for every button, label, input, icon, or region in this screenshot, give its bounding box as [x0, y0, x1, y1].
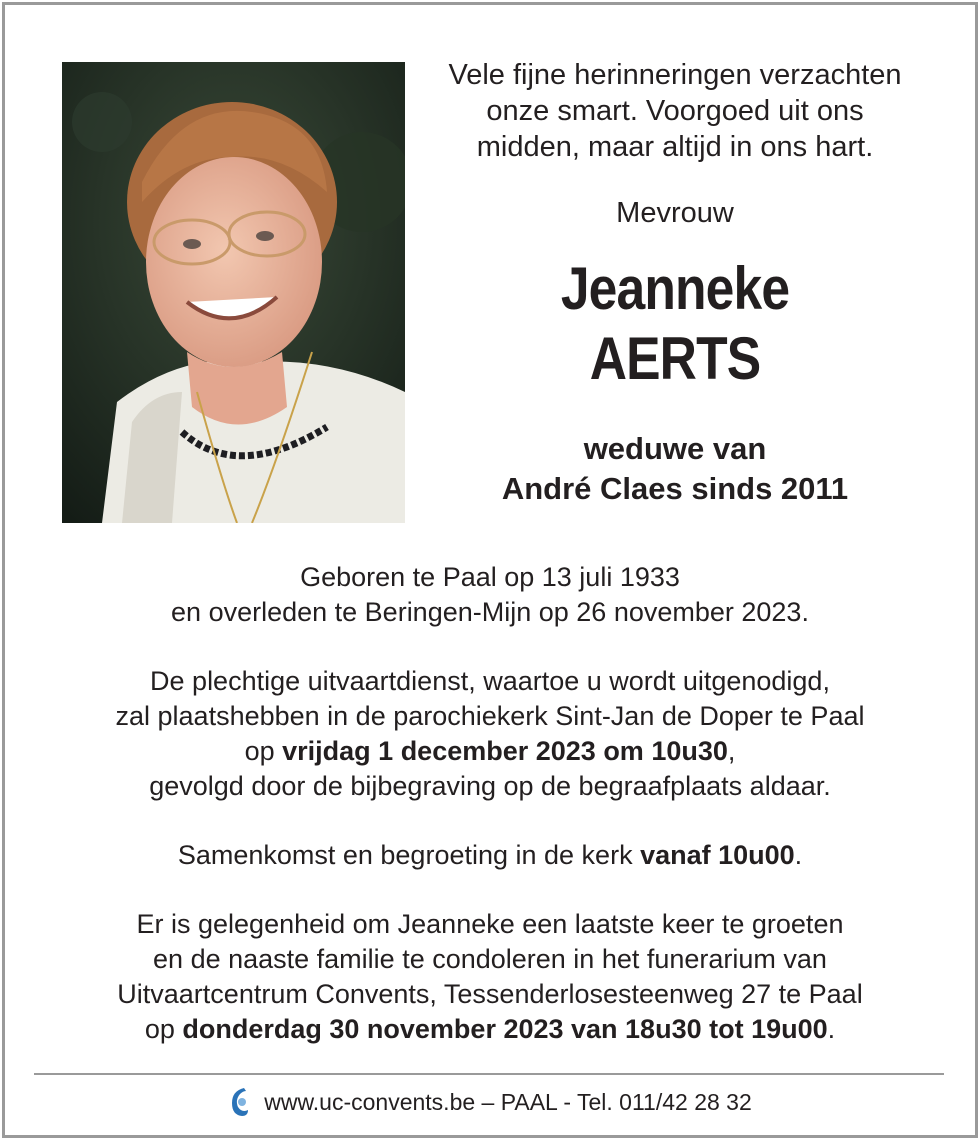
heading-column — [405, 57, 945, 509]
footer-divider — [34, 1073, 944, 1075]
service-date: vrijdag 1 december 2023 om 10u30 — [282, 736, 728, 766]
gathering-suffix: . — [794, 840, 803, 870]
first-name: Jeanneke — [560, 255, 790, 322]
footer — [0, 1080, 980, 1122]
gathering-prefix: Samenkomst en begroeting in de kerk — [177, 840, 641, 870]
service-suffix: , — [727, 736, 736, 766]
service-line-2: zal plaatshebben in de parochiekerk Sint-Jan de Doper te Paal — [115, 701, 865, 731]
service-line-3 — [0, 734, 980, 769]
footer-contact: www.uc-convents.be – PAAL - Tel. 011/42 28 32 — [264, 1088, 752, 1115]
convents-logo-icon — [228, 1085, 250, 1119]
birth-line-1: Geboren te Paal op 13 juli 1933 — [300, 562, 680, 592]
gathering-line — [0, 838, 980, 873]
verse-line-1: Vele fijne herinneringen verzachten — [448, 59, 902, 91]
service-prefix: op — [244, 736, 283, 766]
visitation-line-3: Uitvaartcentrum Convents, Tessenderlosesteenweg 27 te Paal — [117, 979, 863, 1009]
visitation-prefix: op — [144, 1014, 183, 1044]
service-line-1: De plechtige uitvaartdienst, waartoe u wordt uitgenodigd, — [150, 666, 830, 696]
visitation-line-4 — [0, 1012, 980, 1047]
verse-line-2: onze smart. Voorgoed uit ons — [486, 95, 864, 127]
widow-line-2: André Claes sinds 2011 — [501, 471, 849, 506]
portrait-photo — [62, 62, 405, 523]
visitation-suffix: . — [827, 1014, 836, 1044]
verse-line-3: midden, maar altijd in ons hart. — [476, 131, 874, 163]
visitation-line-1: Er is gelegenheid om Jeanneke een laatste keer te groeten — [136, 909, 844, 939]
service-line-4: gevolgd door de bijbegraving op de begraafplaats aldaar. — [149, 771, 831, 801]
visitation-date: donderdag 30 november 2023 van 18u30 tot 19u00 — [182, 1014, 828, 1044]
gathering-time: vanaf 10u00 — [640, 840, 795, 870]
last-name: AERTS — [589, 325, 761, 392]
birth-line-2: en overleden te Beringen-Mijn op 26 november 2023. — [171, 597, 809, 627]
visitation-line-2: en de naaste familie te condoleren in het funerarium van — [153, 944, 827, 974]
notice-body — [0, 560, 980, 1047]
honorific: Mevrouw — [616, 197, 734, 229]
widow-line-1: weduwe van — [583, 431, 767, 466]
